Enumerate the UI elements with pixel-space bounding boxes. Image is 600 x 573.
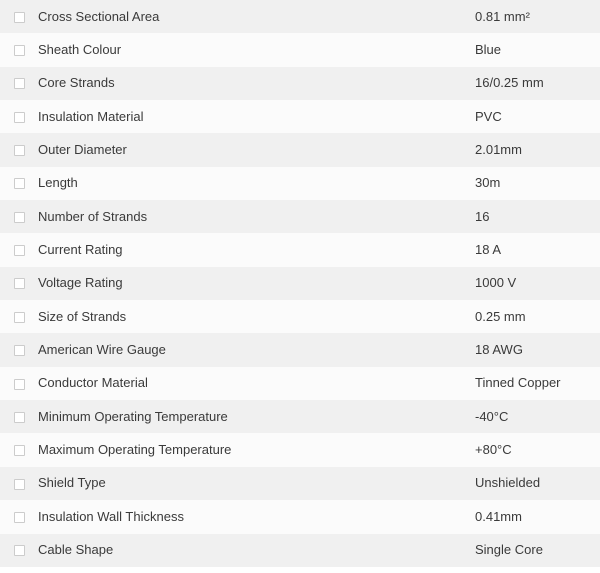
checkbox-icon[interactable] bbox=[14, 445, 25, 456]
row-value-cell bbox=[475, 233, 600, 266]
checkbox-icon[interactable] bbox=[14, 379, 25, 390]
checkbox-icon[interactable] bbox=[14, 212, 25, 223]
row-value-cell bbox=[475, 300, 600, 333]
row-value-cell bbox=[475, 400, 600, 433]
table-row[interactable] bbox=[0, 367, 600, 400]
row-label-cell bbox=[38, 433, 475, 466]
row-label: Voltage Rating bbox=[38, 275, 123, 291]
row-checkbox-cell[interactable] bbox=[0, 433, 38, 466]
row-value: 18 A bbox=[475, 242, 502, 258]
row-checkbox-cell[interactable] bbox=[0, 100, 38, 133]
row-label-cell bbox=[38, 467, 475, 500]
row-value-cell bbox=[475, 467, 600, 500]
row-value-cell bbox=[475, 367, 600, 400]
row-label-cell bbox=[38, 167, 475, 200]
row-label: Insulation Wall Thickness bbox=[38, 508, 184, 524]
row-value-cell bbox=[475, 33, 600, 66]
row-value-cell bbox=[475, 333, 600, 366]
row-checkbox-cell[interactable] bbox=[0, 267, 38, 300]
checkbox-icon[interactable] bbox=[14, 45, 25, 56]
row-value: Blue bbox=[475, 42, 502, 58]
row-value: 18 AWG bbox=[475, 342, 523, 358]
table-row[interactable] bbox=[0, 333, 600, 366]
row-label: Sheath Colour bbox=[38, 42, 122, 58]
row-label: Maximum Operating Temperature bbox=[38, 442, 232, 458]
row-checkbox-cell[interactable] bbox=[0, 233, 38, 266]
checkbox-icon[interactable] bbox=[14, 12, 25, 23]
row-label-cell bbox=[38, 534, 475, 567]
row-checkbox-cell[interactable] bbox=[0, 500, 38, 533]
row-label: Outer Diameter bbox=[38, 142, 127, 158]
row-checkbox-cell[interactable] bbox=[0, 333, 38, 366]
checkbox-icon[interactable] bbox=[14, 278, 25, 289]
row-label: Current Rating bbox=[38, 242, 123, 258]
checkbox-icon[interactable] bbox=[14, 545, 25, 556]
row-label-cell bbox=[38, 300, 475, 333]
row-value: PVC bbox=[475, 108, 502, 124]
row-checkbox-cell[interactable] bbox=[0, 133, 38, 166]
row-value-cell bbox=[475, 534, 600, 567]
row-label: Number of Strands bbox=[38, 208, 148, 224]
row-label: Conductor Material bbox=[38, 375, 148, 391]
row-value: Single Core bbox=[475, 542, 543, 558]
row-label: Insulation Material bbox=[38, 108, 144, 124]
row-checkbox-cell[interactable] bbox=[0, 467, 38, 500]
row-checkbox-cell[interactable] bbox=[0, 67, 38, 100]
checkbox-icon[interactable] bbox=[14, 112, 25, 123]
table-row[interactable] bbox=[0, 400, 600, 433]
row-value-cell bbox=[475, 433, 600, 466]
row-value: 30m bbox=[475, 175, 501, 191]
table-row[interactable] bbox=[0, 300, 600, 333]
checkbox-icon[interactable] bbox=[14, 178, 25, 189]
row-checkbox-cell[interactable] bbox=[0, 400, 38, 433]
row-label-cell bbox=[38, 200, 475, 233]
row-label-cell bbox=[38, 67, 475, 100]
table-row[interactable] bbox=[0, 467, 600, 500]
row-label-cell bbox=[38, 333, 475, 366]
table-row[interactable] bbox=[0, 67, 600, 100]
row-checkbox-cell[interactable] bbox=[0, 300, 38, 333]
row-value-cell bbox=[475, 133, 600, 166]
row-label: Shield Type bbox=[38, 475, 106, 491]
table-row[interactable] bbox=[0, 500, 600, 533]
row-value: -40°C bbox=[475, 408, 509, 424]
row-label-cell bbox=[38, 100, 475, 133]
row-label: Cable Shape bbox=[38, 542, 114, 558]
row-label: Size of Strands bbox=[38, 308, 127, 324]
row-label: Cross Sectional Area bbox=[38, 8, 160, 24]
row-checkbox-cell[interactable] bbox=[0, 167, 38, 200]
row-label-cell bbox=[38, 0, 475, 33]
checkbox-icon[interactable] bbox=[14, 512, 25, 523]
checkbox-icon[interactable] bbox=[14, 312, 25, 323]
checkbox-icon[interactable] bbox=[14, 78, 25, 89]
row-value: 0.81 mm² bbox=[475, 8, 530, 24]
table-row[interactable] bbox=[0, 167, 600, 200]
row-label: Core Strands bbox=[38, 75, 115, 91]
row-value-cell bbox=[475, 67, 600, 100]
row-value: 0.25 mm bbox=[475, 308, 526, 324]
row-label-cell bbox=[38, 233, 475, 266]
row-label-cell bbox=[38, 367, 475, 400]
row-value: 16 bbox=[475, 208, 490, 224]
table-row[interactable] bbox=[0, 534, 600, 567]
table-row[interactable] bbox=[0, 267, 600, 300]
row-checkbox-cell[interactable] bbox=[0, 200, 38, 233]
row-value-cell bbox=[475, 267, 600, 300]
checkbox-icon[interactable] bbox=[14, 412, 25, 423]
row-value-cell bbox=[475, 200, 600, 233]
row-value: Unshielded bbox=[475, 475, 541, 491]
table-row[interactable] bbox=[0, 33, 600, 66]
table-row[interactable] bbox=[0, 100, 600, 133]
row-value: 0.41mm bbox=[475, 508, 522, 524]
row-value-cell bbox=[475, 167, 600, 200]
row-value-cell bbox=[475, 100, 600, 133]
table-row[interactable] bbox=[0, 433, 600, 466]
table-row[interactable] bbox=[0, 200, 600, 233]
row-value: 16/0.25 mm bbox=[475, 75, 544, 91]
checkbox-icon[interactable] bbox=[14, 245, 25, 256]
row-label: Minimum Operating Temperature bbox=[38, 408, 228, 424]
checkbox-icon[interactable] bbox=[14, 145, 25, 156]
table-row[interactable] bbox=[0, 233, 600, 266]
row-label: Length bbox=[38, 175, 78, 191]
row-label-cell bbox=[38, 267, 475, 300]
checkbox-icon[interactable] bbox=[14, 479, 25, 490]
row-value-cell bbox=[475, 0, 600, 33]
row-label-cell bbox=[38, 500, 475, 533]
row-value: Tinned Copper bbox=[475, 375, 561, 391]
row-value: +80°C bbox=[475, 442, 512, 458]
table-row[interactable] bbox=[0, 0, 600, 33]
checkbox-icon[interactable] bbox=[14, 345, 25, 356]
row-value: 2.01mm bbox=[475, 142, 522, 158]
row-label: American Wire Gauge bbox=[38, 342, 166, 358]
row-checkbox-cell[interactable] bbox=[0, 367, 38, 400]
row-checkbox-cell[interactable] bbox=[0, 0, 38, 33]
row-checkbox-cell[interactable] bbox=[0, 534, 38, 567]
row-value: 1000 V bbox=[475, 275, 517, 291]
row-label-cell bbox=[38, 400, 475, 433]
row-checkbox-cell[interactable] bbox=[0, 33, 38, 66]
table-row[interactable] bbox=[0, 133, 600, 166]
row-label-cell bbox=[38, 133, 475, 166]
row-label-cell bbox=[38, 33, 475, 66]
row-value-cell bbox=[475, 500, 600, 533]
